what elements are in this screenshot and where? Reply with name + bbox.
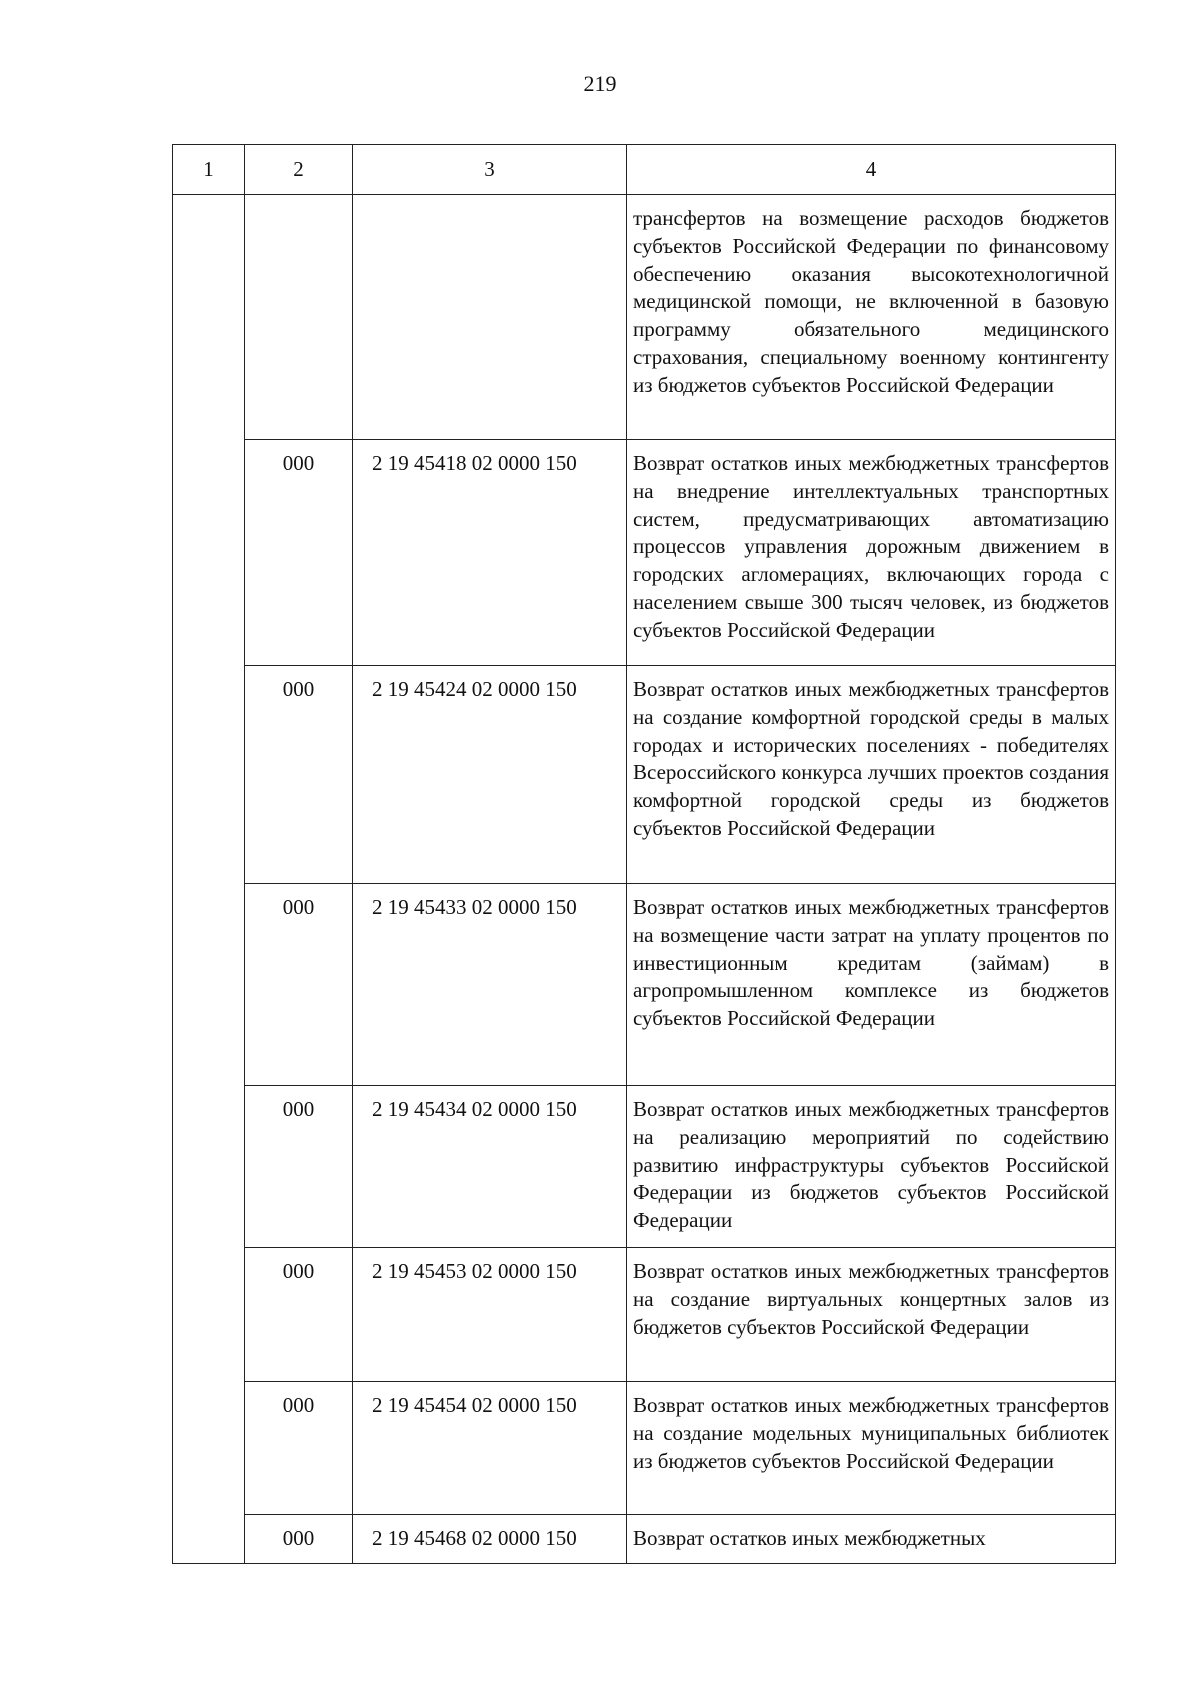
column-1-cell — [173, 195, 245, 1564]
table-row — [173, 1248, 1116, 1382]
budget-code-cell: 2 19 45418 02 0000 150 — [353, 440, 627, 666]
admin-code-cell: 000 — [245, 1515, 353, 1564]
admin-code-cell: 000 — [245, 1248, 353, 1382]
table-row — [173, 1086, 1116, 1248]
description-cell: Возврат остатков иных межбюджетных трансфертов на создание комфортной городской среды в малых городах и исторических поселениях - победителях Всероссийского конкурса лучших проектов создания комфортной городской среды из бюджетов субъектов Российской Федерации — [627, 666, 1116, 884]
budget-code-cell: 2 19 45454 02 0000 150 — [353, 1382, 627, 1515]
table-row — [173, 195, 1116, 440]
column-header-3: 3 — [353, 145, 627, 195]
budget-code-cell — [353, 195, 627, 440]
budget-code-cell: 2 19 45468 02 0000 150 — [353, 1515, 627, 1564]
table-row — [173, 884, 1116, 1086]
admin-code-cell: 000 — [245, 1086, 353, 1248]
budget-code-cell: 2 19 45453 02 0000 150 — [353, 1248, 627, 1382]
description-cell: Возврат остатков иных межбюджетных трансфертов на возмещение части затрат на уплату процентов по инвестиционным кредитам (займам) в агропромышленном комплексе из бюджетов субъектов Российской Федерации — [627, 884, 1116, 1086]
table-row — [173, 1382, 1116, 1515]
table-row — [173, 1515, 1116, 1564]
table-row — [173, 666, 1116, 884]
budget-code-cell: 2 19 45434 02 0000 150 — [353, 1086, 627, 1248]
admin-code-cell: 000 — [245, 884, 353, 1086]
admin-code-cell: 000 — [245, 440, 353, 666]
column-header-4: 4 — [627, 145, 1116, 195]
description-cell: Возврат остатков иных межбюджетных трансфертов на создание виртуальных концертных залов из бюджетов субъектов Российской Федерации — [627, 1248, 1116, 1382]
description-cell: трансфертов на возмещение расходов бюджетов субъектов Российской Федерации по финансовому обеспечению оказания высокотехнологичной медицинской помощи, не включенной в базовую программу обязательного медицинского страхования, специальному военному контингенту из бюджетов субъектов Российской Федерации — [627, 195, 1116, 440]
table-header-row — [173, 145, 1116, 195]
column-header-1: 1 — [173, 145, 245, 195]
admin-code-cell — [245, 195, 353, 440]
table-row — [173, 440, 1116, 666]
description-cell: Возврат остатков иных межбюджетных трансфертов на создание модельных муниципальных библиотек из бюджетов субъектов Российской Федерации — [627, 1382, 1116, 1515]
description-cell: Возврат остатков иных межбюджетных трансфертов на реализацию мероприятий по содействию развитию инфраструктуры субъектов Российской Федерации из бюджетов субъектов Российской Федерации — [627, 1086, 1116, 1248]
page-number: 219 — [583, 71, 617, 96]
budget-code-table — [172, 144, 1116, 1564]
description-cell: Возврат остатков иных межбюджетных — [627, 1515, 1116, 1564]
admin-code-cell: 000 — [245, 1382, 353, 1515]
column-header-2: 2 — [245, 145, 353, 195]
admin-code-cell: 000 — [245, 666, 353, 884]
budget-code-cell: 2 19 45433 02 0000 150 — [353, 884, 627, 1086]
budget-code-cell: 2 19 45424 02 0000 150 — [353, 666, 627, 884]
description-cell: Возврат остатков иных межбюджетных трансфертов на внедрение интеллектуальных транспортных систем, предусматривающих автоматизацию процессов управления дорожным движением в городских агломерациях, включающих города с населением свыше 300 тысяч человек, из бюджетов субъектов Российской Федерации — [627, 440, 1116, 666]
